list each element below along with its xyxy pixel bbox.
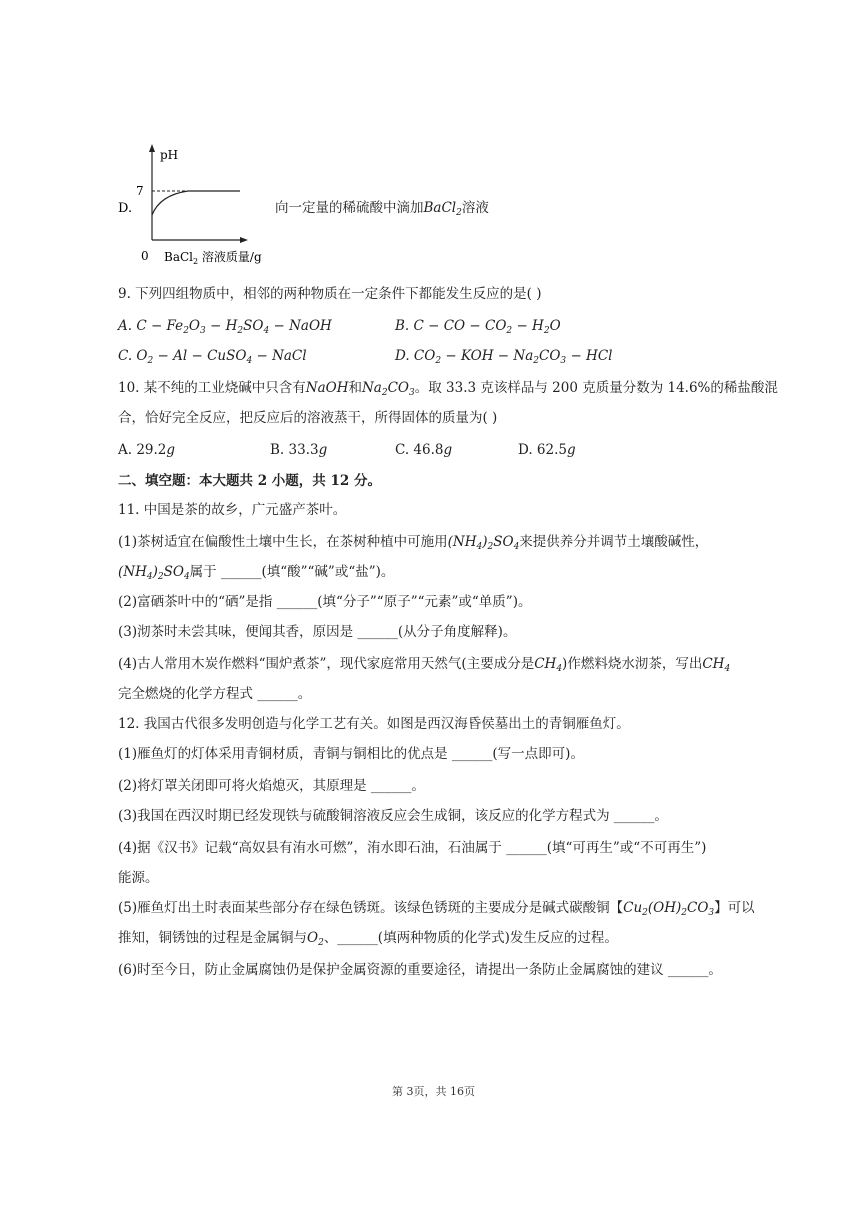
q12-part5: (5)雁鱼灯出土时表面某些部分存在绿色锈斑。该绿色锈斑的主要成分是碱式碳酸铜【$Cu_2(OH)_2CO_3$】可以 — [118, 900, 755, 918]
page-footer: 第 3页，共 16页 — [392, 1085, 475, 1098]
q9-option-c: C. $O_2 - Al$ − CuSO$_4$ − NaCl — [118, 348, 307, 366]
q12-stem: 12. 我国古代很多发明创造与化学工艺有关。如图是西汉海昏侯墓出土的青铜雁鱼灯。 — [118, 716, 630, 732]
q11-part2: (2)富硒茶叶中的“硒”是指 ______(填“分子”“原子”“元素”或“单质”)。 — [118, 594, 532, 610]
section-2-heading: 二、填空题：本大题共 2 小题，共 12 分。 — [118, 473, 381, 489]
y-axis-arrow — [149, 144, 155, 152]
q11-part1-cont: $(NH_4)_2SO_4$属于 ______(填“酸”“碱”或“盐”)。 — [118, 564, 395, 582]
x-axis-arrow — [240, 237, 248, 243]
x-axis-label: BaCl$_2$ 溶液质量/g — [164, 250, 262, 266]
option-d-label: D. — [118, 201, 133, 216]
q12-part5-cont: 推知，铜锈蚀的过程是金属铜与$O_2$、______(填两种物质的化学式)发生反应的过程。 — [118, 930, 618, 948]
q11-part3: (3)沏茶时未尝其味，便闻其香，原因是 ______(从分子角度解释)。 — [118, 624, 517, 640]
origin-label: 0 — [141, 249, 149, 263]
q10-option-c: C. 46.8g — [395, 442, 453, 458]
q9-option-d: D. $CO_2$ − KOH − $Na_2CO_3$ − HCl — [395, 348, 613, 366]
q10-option-d: D. 62.5g — [518, 442, 576, 458]
q12-part4: (4)据《汉书》记载“高奴县有洧水可燃”，洧水即石油，石油属于 ______(填“可再生”或“不可再生”) — [118, 840, 707, 856]
q9-stem: 9. 下列四组物质中，相邻的两种物质在一定条件下都能发生反应的是( ) — [118, 286, 542, 302]
y-axis-label: pH — [160, 148, 179, 162]
ph-curve — [152, 191, 240, 215]
q10-line2: 合，恰好完全反应，把反应后的溶液蒸干，所得固体的质量为( ) — [118, 410, 498, 426]
q12-part6: (6)时至今日，防止金属腐蚀仍是保护金属资源的重要途径，请提出一条防止金属腐蚀的建议 ______。 — [118, 962, 722, 978]
tick-7-label: 7 — [136, 184, 144, 198]
q11-part4-cont: 完全燃烧的化学方程式 ______。 — [118, 686, 312, 702]
q10-option-a: A. 29.2g — [118, 442, 176, 458]
q9-option-b: B. C − CO − $CO_2 - H_2O$ — [395, 318, 561, 336]
q12-part4-cont: 能源。 — [118, 870, 159, 886]
q11-part1: (1)茶树适宜在偏酸性土壤中生长，在茶树种植中可施用$(NH_4)_2SO_4$来提供养分并调节土壤酸碱性， — [118, 534, 709, 552]
q12-part2: (2)将灯罩关闭即可将火焰熄灭，其原理是 ______。 — [118, 778, 425, 794]
q12-part1: (1)雁鱼灯的灯体采用青铜材质，青铜与铜相比的优点是 ______(写一点即可)。 — [118, 746, 584, 762]
option-d-caption: 向一定量的稀硫酸中滴加BaCl$_2$溶液 — [275, 200, 489, 218]
q10-line1: 10. 某不纯的工业烧碱中只含有NaOH和$Na_2CO_3$。取 33.3 克该样品与 200 克质量分数为 14.6%的稀盐酸混 — [118, 380, 778, 398]
q10-option-b: B. 33.3g — [270, 442, 328, 458]
q9-option-a: A. $C - Fe_2O_3 - H_2SO_4$ − NaOH — [118, 318, 332, 336]
q12-part3: (3)我国在西汉时期已经发现铁与硫酸铜溶液反应会生成铜，该反应的化学方程式为 ______。 — [118, 808, 668, 824]
q11-part4: (4)古人常用木炭作燃料“围炉煮茶”，现代家庭常用天然气(主要成分是$CH_4$)作燃料烧水沏茶，写出$CH_4$ — [118, 656, 731, 674]
q11-stem: 11. 中国是茶的故乡，广元盛产茶叶。 — [118, 502, 347, 518]
